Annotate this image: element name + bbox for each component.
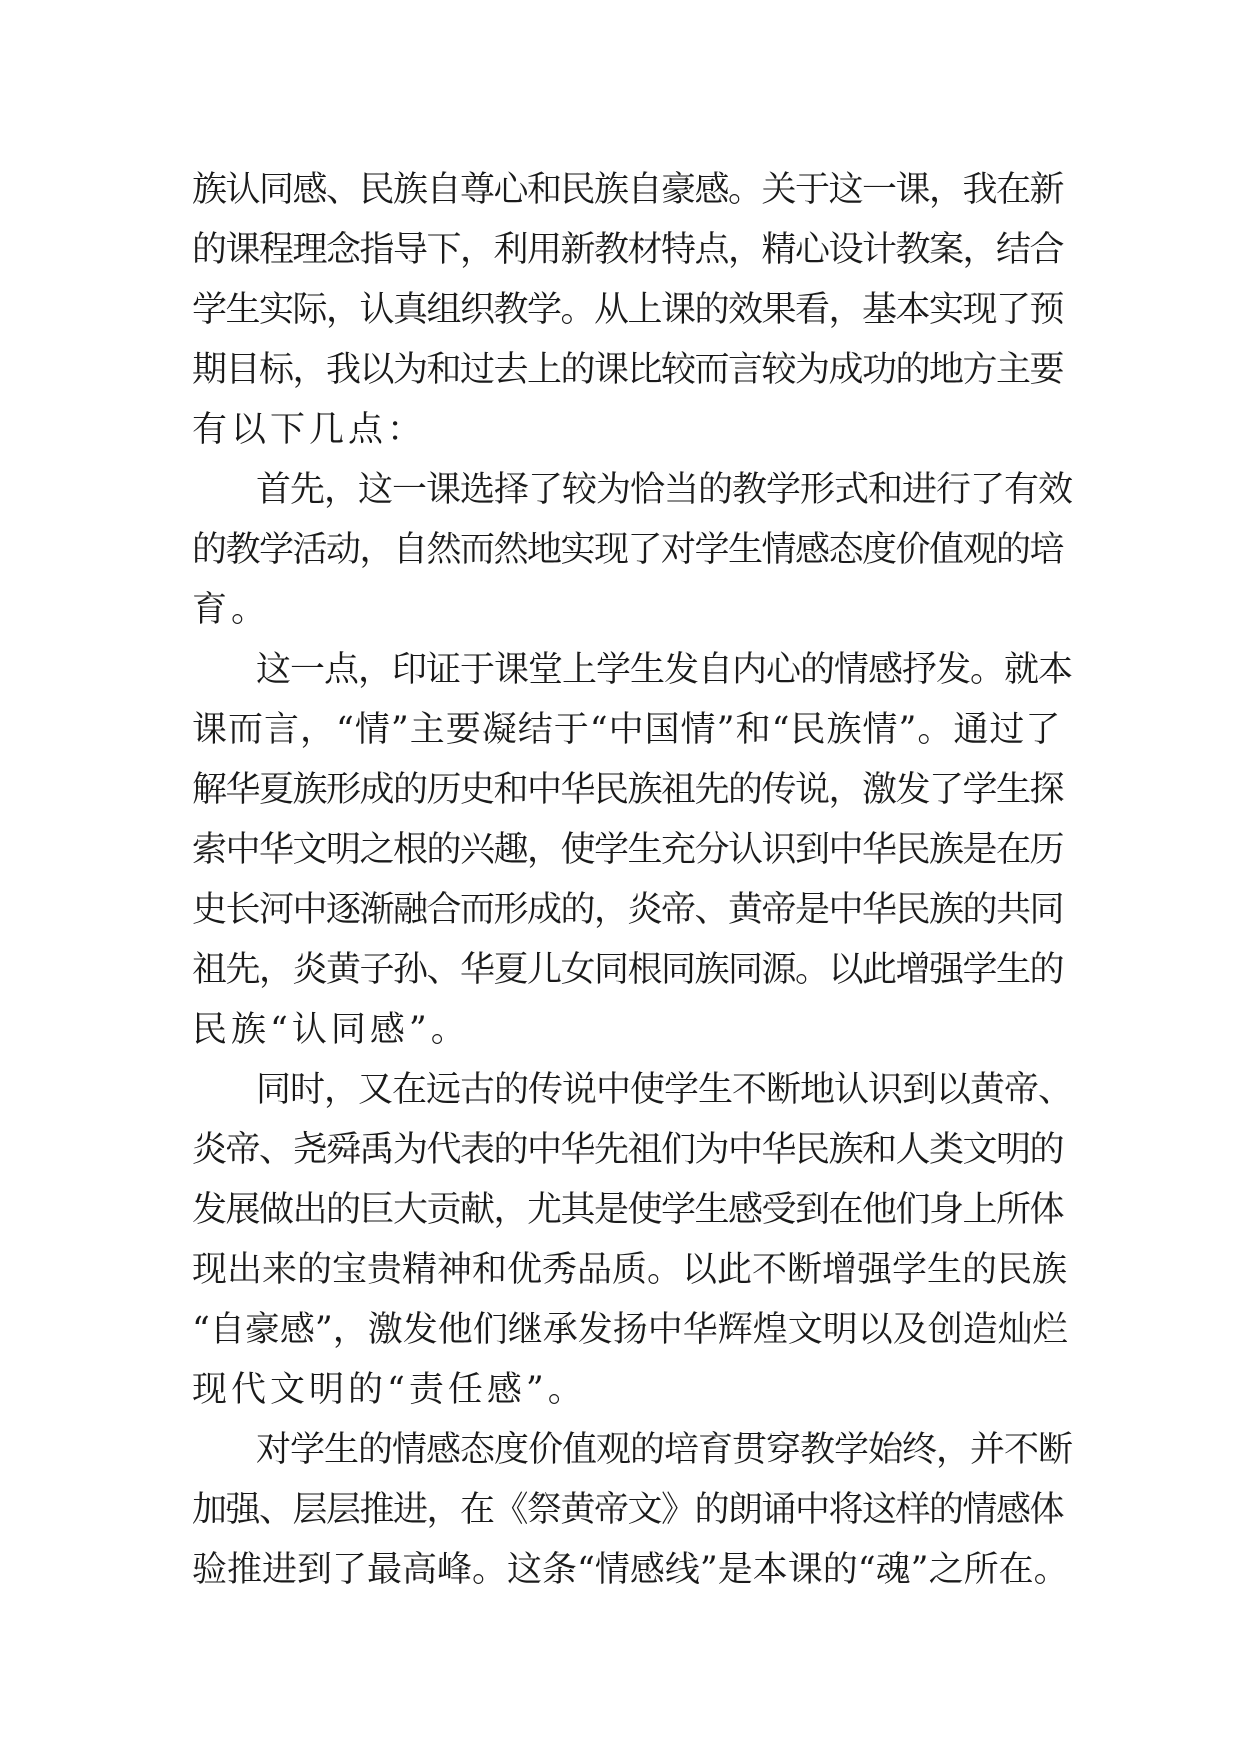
document-line: 这一点，印证于课堂上学生发自内心的情感抒发。就本 bbox=[256, 650, 1073, 690]
document-line: 祖先，炎黄子孙、华夏儿女同根同族同源。以此增强学生的 bbox=[192, 950, 1064, 990]
document-line: 民族“认同感”。 bbox=[192, 1010, 470, 1050]
document-line: 验推进到了最高峰。这条“情感线”是本课的“魂”之所在。 bbox=[192, 1550, 1069, 1590]
document-line: 史长河中逐渐融合而形成的，炎帝、黄帝是中华民族的共同 bbox=[192, 890, 1064, 930]
document-line: 对学生的情感态度价值观的培育贯穿教学始终，并不断 bbox=[256, 1430, 1073, 1470]
document-line: 加强、层层推进，在《祭黄帝文》的朗诵中将这样的情感体 bbox=[192, 1490, 1064, 1530]
document-body bbox=[192, 160, 1072, 1600]
document-line: 学生实际，认真组织教学。从上课的效果看，基本实现了预 bbox=[192, 290, 1064, 330]
document-line: 育。 bbox=[192, 590, 271, 630]
document-line: 首先，这一课选择了较为恰当的教学形式和进行了有效 bbox=[256, 470, 1073, 510]
document-line: 的课程理念指导下，利用新教材特点，精心设计教案，结合 bbox=[192, 230, 1064, 270]
document-line: 族认同感、民族自尊心和民族自豪感。关于这一课，我在新 bbox=[192, 170, 1064, 210]
document-line: 现出来的宝贵精神和优秀品质。以此不断增强学生的民族 bbox=[192, 1250, 1068, 1290]
document-line: 发展做出的巨大贡献，尤其是使学生感受到在他们身上所体 bbox=[192, 1190, 1064, 1230]
document-line: “自豪感”，激发他们继承发扬中华辉煌文明以及创造灿烂 bbox=[192, 1310, 1068, 1350]
document-line: 课而言，“情”主要凝结于“中国情”和“民族情”。通过了 bbox=[192, 710, 1062, 750]
document-line: 期目标，我以为和过去上的课比较而言较为成功的地方主要 bbox=[192, 350, 1064, 390]
document-line: 炎帝、尧舜禹为代表的中华先祖们为中华民族和人类文明的 bbox=[192, 1130, 1064, 1170]
document-line: 的教学活动，自然而然地实现了对学生情感态度价值观的培 bbox=[192, 530, 1064, 570]
document-line: 有以下几点： bbox=[192, 410, 427, 450]
document-line: 现代文明的“责任感”。 bbox=[192, 1370, 587, 1410]
document-line: 解华夏族形成的历史和中华民族祖先的传说，激发了学生探 bbox=[192, 770, 1064, 810]
document-line: 索中华文明之根的兴趣，使学生充分认识到中华民族是在历 bbox=[192, 830, 1064, 870]
document-line: 同时，又在远古的传说中使学生不断地认识到以黄帝、 bbox=[256, 1070, 1073, 1110]
